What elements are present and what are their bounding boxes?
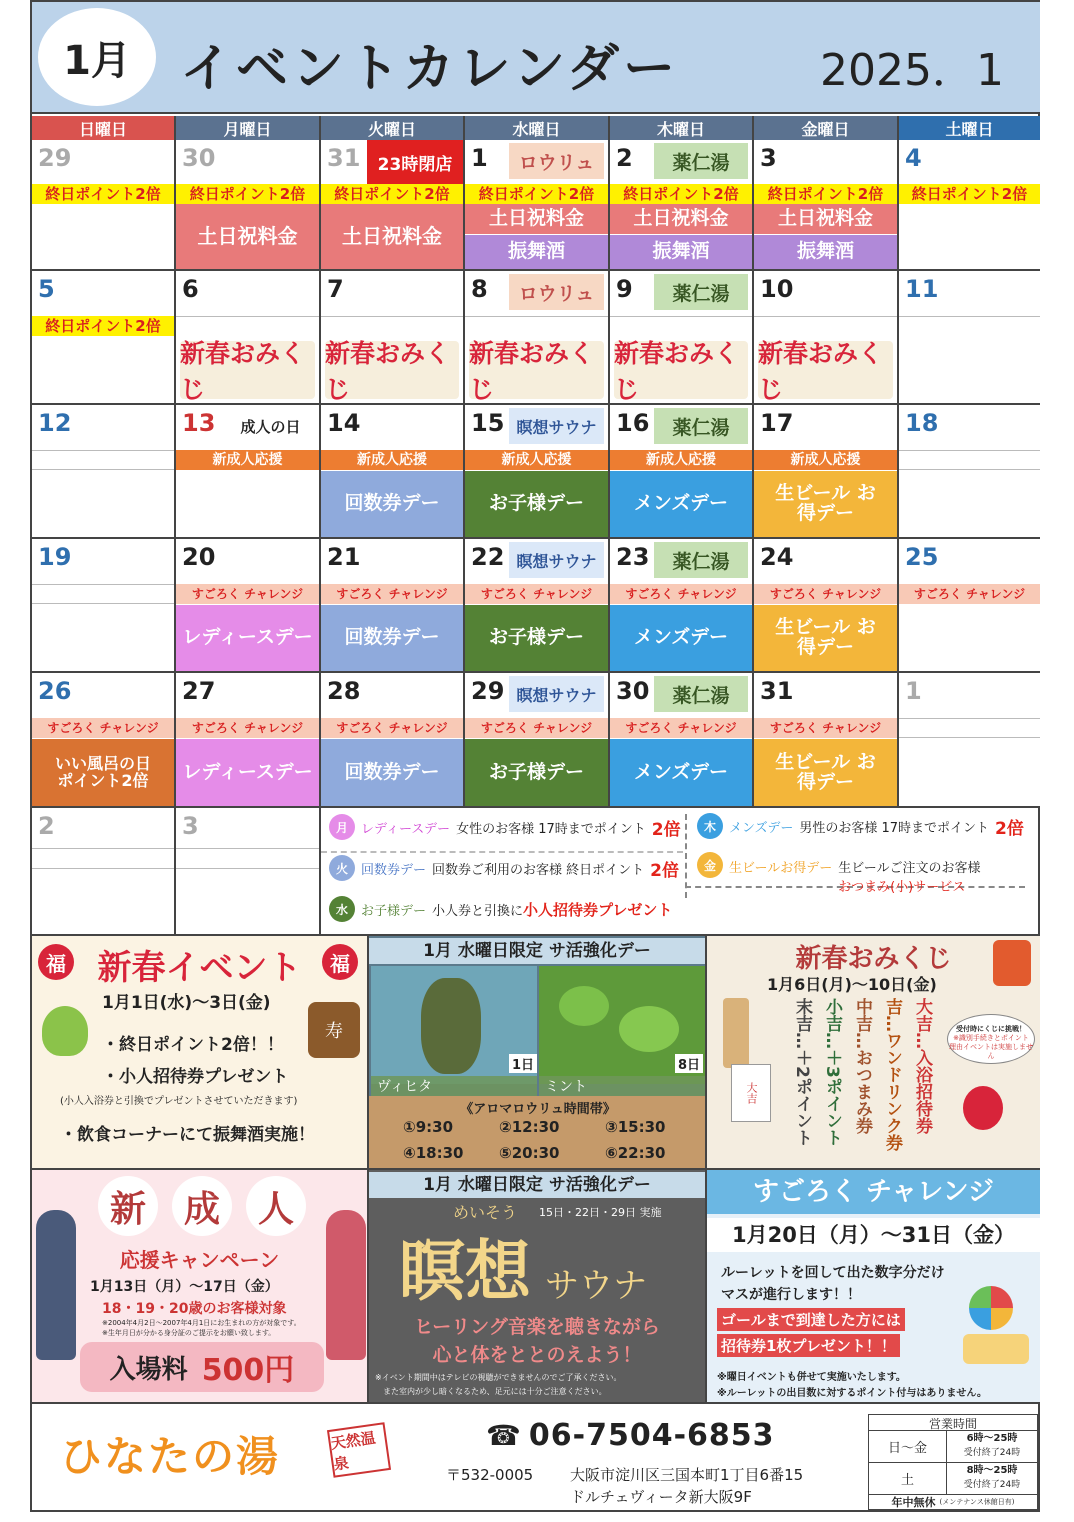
legend-wed-gift: 小人招待券プレゼント	[523, 900, 673, 919]
day-number: 26	[38, 677, 72, 705]
shinshun-line3: ・飲食コーナーにて振舞酒実施！	[60, 1125, 315, 1145]
furumai-band: 振舞酒	[610, 235, 752, 269]
price-label: 入場料	[109, 1354, 188, 1385]
kaisu-band: 回数券デー	[321, 739, 463, 806]
kids-playing-icon	[963, 1334, 1029, 1364]
day-number: 8	[471, 275, 488, 303]
legend-fri-dot: 金	[697, 852, 723, 878]
vihta-day: 1日	[509, 1054, 537, 1073]
aroma-times	[369, 1096, 707, 1170]
day-cell	[32, 808, 176, 936]
day-cell	[32, 405, 176, 539]
sugoroku-strip: すごろく チャレンジ	[465, 718, 608, 738]
legend-thu-mult: 2倍	[995, 818, 1024, 839]
day-cell	[465, 271, 610, 405]
day-number: 30	[616, 677, 650, 705]
day-number: 31	[760, 677, 794, 705]
sugoroku-strip: すごろく チャレンジ	[32, 718, 174, 738]
hours-last-entry: 受付終了24時	[963, 1448, 1021, 1458]
ladies-band: レディースデー	[176, 739, 319, 806]
meiso-tag: 瞑想サウナ	[509, 542, 604, 578]
day-cell	[465, 673, 610, 808]
day-cell	[176, 808, 321, 936]
bubble-note2: 理由イベントは実施しません	[949, 1043, 1033, 1061]
sake-barrel-icon: 寿	[308, 1002, 360, 1058]
phone-number: 06-7504-6853	[528, 1418, 775, 1453]
closed-days: 年中無休	[891, 1496, 936, 1509]
close-23-tag: 23時閉店	[367, 140, 463, 184]
meiso-small: サウナ	[545, 1266, 647, 1306]
day-cell	[465, 539, 610, 673]
day-cell	[32, 673, 176, 808]
day-number: 29	[38, 144, 72, 172]
legend-tue	[329, 855, 679, 881]
speech-bubble	[947, 1014, 1035, 1064]
man-kimono-icon	[36, 1210, 76, 1360]
day-cell	[899, 271, 1040, 405]
shinshun-line1: ・終日ポイント2倍！！	[102, 1035, 284, 1055]
day-cell	[754, 405, 899, 539]
day-cell	[899, 539, 1040, 673]
day-number: 14	[327, 409, 361, 437]
seijin-small1: ※2004年4月2日～2007年4月1日にお生まれの方が対象です。	[102, 1319, 301, 1327]
promo-shinshun	[32, 936, 369, 1170]
meiso-line2: 心と体をととのえよう！	[432, 1344, 642, 1366]
legend	[321, 808, 1040, 936]
day-number: 22	[471, 543, 505, 571]
weekend-fee-band: 土日祝料金	[176, 204, 319, 269]
legend-thu-name: メンズデー	[729, 820, 794, 836]
day-cell	[754, 673, 899, 808]
beer-band: 生ビール お得デー	[754, 739, 897, 806]
seijin-strip: 新成人応援	[321, 450, 463, 470]
weekday-fri: 金曜日	[754, 116, 899, 140]
sugoroku-strip: すごろく チャレンジ	[321, 718, 463, 738]
snake-icon	[42, 1006, 88, 1056]
seijin-char2: 成	[172, 1176, 232, 1236]
seijin-date: 1月13日（月）～17日（金）	[90, 1279, 279, 1295]
day-number: 11	[905, 275, 939, 303]
seijin-target: 18・19・20歳のお客様対象	[102, 1301, 287, 1317]
legend-fri-name: 生ビールお得デー	[729, 861, 833, 876]
month-badge: 1月	[38, 8, 156, 106]
weekday-sat: 土曜日	[899, 116, 1040, 140]
weekday-mon: 月曜日	[176, 116, 321, 140]
day-number: 25	[905, 543, 939, 571]
day-number: 23	[616, 543, 650, 571]
fuku-icon: 福	[322, 944, 358, 980]
seijin-strip: 新成人応援	[465, 450, 608, 470]
legend-mon-dot: 月	[329, 814, 355, 840]
beer-band: 生ビール お得デー	[754, 605, 897, 671]
day-cell	[899, 673, 1040, 808]
aroma-time-3: ③15:30	[605, 1118, 666, 1136]
seijin-char3: 人	[246, 1176, 306, 1236]
day-number: 12	[38, 409, 72, 437]
day-number: 30	[182, 144, 216, 172]
omikuji-box-icon	[723, 998, 749, 1068]
page-title: イベントカレンダー	[180, 39, 680, 99]
beer-band: 生ビール お得デー	[754, 471, 897, 537]
prize-daikichi: 大吉…入浴招待券	[912, 998, 932, 1134]
shinshun-line2: ・小人招待券プレゼント	[102, 1067, 289, 1087]
mint-label: ミント	[539, 1076, 705, 1096]
day-cell	[754, 539, 899, 673]
meiso-days: 15日・22日・29日 実施	[539, 1206, 662, 1219]
day-cell	[899, 405, 1040, 539]
point-banner: 終日ポイント2倍	[899, 184, 1040, 204]
day-cell	[754, 271, 899, 405]
legend-thu	[697, 813, 1024, 839]
mens-band: メンズデー	[610, 605, 752, 671]
meiso-ruby: めいそう	[453, 1203, 518, 1222]
day-number: 15	[471, 409, 505, 437]
sugoroku-strip: すごろく チャレンジ	[754, 584, 897, 604]
hours-days: 土	[869, 1463, 947, 1494]
sugoroku-strip: すごろく チャレンジ	[321, 584, 463, 604]
calendar-sheet	[30, 0, 1040, 1512]
legend-mon-name: レディースデー	[361, 821, 451, 837]
day-number: 28	[327, 677, 361, 705]
day-cell	[176, 140, 321, 271]
yakujin-tag: 薬仁湯	[654, 542, 748, 578]
meiso-note1: ※イベント期間中はテレビの視聴ができませんのでご了承ください。	[375, 1373, 622, 1382]
promo-aroma	[369, 936, 707, 1170]
legend-fri	[697, 852, 980, 895]
point-banner: 終日ポイント2倍	[465, 184, 608, 204]
omikuji-label: 新春おみくじ	[325, 341, 459, 399]
shinshun-date: 1月1日(水)～3日(金)	[102, 993, 271, 1013]
day-cell	[321, 140, 465, 271]
aroma-time-2: ②12:30	[499, 1118, 560, 1136]
day-cell	[32, 271, 176, 405]
point-banner: 終日ポイント2倍	[32, 316, 174, 336]
day-cell	[754, 140, 899, 271]
legend-tue-name: 回数券デー	[361, 862, 427, 878]
day-number: 13	[182, 409, 216, 437]
weekend-fee-band: 土日祝料金	[610, 204, 752, 234]
legend-tue-mult: 2倍	[650, 860, 679, 881]
day-number: 21	[327, 543, 361, 571]
calendar-header	[32, 2, 1040, 114]
phone-block	[486, 1418, 775, 1453]
weekend-fee-band: 土日祝料金	[465, 204, 608, 234]
aroma-time-1: ①9:30	[403, 1118, 454, 1136]
day-number: 10	[760, 275, 794, 303]
day-number: 19	[38, 543, 72, 571]
vihta-label: ヴィヒタ	[371, 1076, 537, 1096]
day-number: 16	[616, 409, 650, 437]
sugoroku-strip: すごろく チャレンジ	[465, 584, 608, 604]
seijin-strip: 新成人応援	[610, 450, 752, 470]
seijin-small2: ※生年月日が分かる身分証のご提示をお願い致します。	[102, 1329, 276, 1337]
day-cell	[176, 539, 321, 673]
closed-maintenance: (メンテナンス休館日有)	[939, 1498, 1015, 1506]
day-cell	[465, 405, 610, 539]
meiso-note2: また室内が少し暗くなるため、足元には十分ご注意ください。	[383, 1387, 607, 1396]
sugoroku-strip: すごろく チャレンジ	[176, 584, 319, 604]
prize-suekichi: 末吉…＋2ポイント	[792, 998, 812, 1146]
legend-mon-mult: 2倍	[651, 819, 681, 840]
closed-note	[869, 1495, 1037, 1509]
legend-wed-name: お子様デー	[361, 903, 427, 919]
legend-mon-desc: 女性のお客様 17時までポイント	[456, 821, 646, 837]
day-cell	[610, 673, 754, 808]
weekend-fee-band: 土日祝料金	[754, 204, 897, 234]
bubble-text: 受付時にくじに挑戦！	[956, 1025, 1026, 1033]
legend-fri-desc: 生ビールご注文のお客様	[838, 861, 981, 876]
promo-meiso	[369, 1170, 707, 1404]
omikuji-label: 新春おみくじ	[614, 341, 748, 399]
seijin-char1: 新	[98, 1176, 158, 1236]
kaisu-band: 回数券デー	[321, 471, 463, 537]
aroma-title: 1月 水曜日限定 サ活強化デー	[369, 938, 705, 964]
day-cell	[321, 539, 465, 673]
iifuro-band: いい風呂の日 ポイント2倍	[32, 739, 174, 806]
hours-days: 日～金	[869, 1431, 947, 1462]
fortune-slip: 大吉	[731, 1064, 771, 1122]
kaisu-band: 回数券デー	[321, 605, 463, 671]
sugoroku-note2: ※ルーレットの出目数に対するポイント付与はありません。	[717, 1388, 988, 1399]
footer	[32, 1404, 1040, 1512]
sugoroku-strip: すごろく チャレンジ	[899, 584, 1040, 604]
weekend-fee-band: 土日祝料金	[321, 204, 463, 269]
day-number: 29	[471, 677, 505, 705]
roulette-icon	[969, 1286, 1013, 1330]
roryu-tag: ロウリュ	[509, 274, 604, 310]
day-cell	[610, 405, 754, 539]
prize-chukichi: 中吉…おつまみ券	[852, 998, 872, 1134]
weekday-sun: 日曜日	[32, 116, 176, 140]
mens-band: メンズデー	[610, 471, 752, 537]
seijin-strip: 新成人応援	[754, 450, 897, 470]
day-number: 5	[38, 275, 55, 303]
weekday-tue: 火曜日	[321, 116, 465, 140]
meiso-line1: ヒーリング音楽を聴きながら	[414, 1316, 660, 1338]
aroma-time-4: ④18:30	[403, 1144, 464, 1162]
postal-code: 〒532-0005	[446, 1466, 534, 1484]
shinshun-title: 新春イベント	[97, 948, 302, 988]
kids-band: お子様デー	[465, 739, 608, 806]
day-number: 3	[760, 144, 777, 172]
omikuji-title: 新春おみくじ	[795, 944, 952, 974]
day-cell	[176, 673, 321, 808]
meiso-tag: 瞑想サウナ	[509, 676, 604, 712]
meiso-title: 1月 水曜日限定 サ活強化デー	[369, 1172, 705, 1198]
address-building: ドルチェヴィータ新大阪9F	[570, 1488, 752, 1506]
day-cell	[32, 140, 176, 271]
day-cell	[465, 140, 610, 271]
weekday-thu: 木曜日	[610, 116, 754, 140]
logo: ひなたの湯	[60, 1432, 281, 1481]
sugoroku-title: すごろく チャレンジ	[707, 1170, 1040, 1214]
day-cell	[899, 140, 1040, 271]
day-number: 9	[616, 275, 633, 303]
omikuji-label: 新春おみくじ	[180, 341, 315, 399]
aroma-time-6: ⑥22:30	[605, 1144, 666, 1162]
seijin-day-tag: 成人の日	[240, 417, 301, 436]
day-cell	[176, 271, 321, 405]
day-cell	[321, 271, 465, 405]
hours-row	[869, 1431, 1037, 1463]
yakujin-tag: 薬仁湯	[654, 143, 748, 179]
promo-seijin	[32, 1170, 369, 1404]
legend-wed-dot: 水	[329, 896, 355, 922]
sugoroku-date: 1月20日（月）～31日（金）	[707, 1218, 1040, 1252]
shinshun-note: (小人入浴券と引換でプレゼントさせていただきます)	[60, 1096, 298, 1107]
hours-last-entry: 受付終了24時	[963, 1480, 1021, 1490]
legend-mon	[329, 814, 681, 840]
legend-wed-desc: 小人券と引換に	[432, 903, 524, 919]
sugoroku-line2: マスが進行します！！	[721, 1287, 861, 1303]
legend-fri-desc2: おつまみ(小)サービス	[838, 880, 966, 895]
day-number: 2	[616, 144, 633, 172]
day-number: 27	[182, 677, 216, 705]
day-number: 20	[182, 543, 216, 571]
ladies-band: レディースデー	[176, 605, 319, 671]
legend-tue-dot: 火	[329, 855, 355, 881]
omikuji-prizes	[787, 998, 937, 1164]
prize-kichi: 吉…ワンドリンク券	[882, 998, 902, 1151]
promo-omikuji	[707, 936, 1040, 1170]
day-number: 2	[38, 812, 55, 840]
omikuji-label: 新春おみくじ	[469, 341, 604, 399]
kids-band: お子様デー	[465, 605, 608, 671]
roryu-tag: ロウリュ	[509, 143, 604, 179]
day-number: 1	[471, 144, 488, 172]
mint-day: 8日	[675, 1054, 703, 1073]
yakujin-tag: 薬仁湯	[654, 408, 748, 444]
sugoroku-line1: ルーレットを回して出た数字分だけ	[721, 1265, 945, 1281]
day-number: 6	[182, 275, 199, 303]
yakujin-tag: 薬仁湯	[654, 676, 748, 712]
phone-icon: ☎	[486, 1419, 521, 1452]
sugoroku-line4: 招待券1枚プレゼント！！	[717, 1334, 900, 1357]
day-cell	[32, 539, 176, 673]
sugoroku-strip: すごろく チャレンジ	[754, 718, 897, 738]
sugoroku-line3: ゴールまで到達した方には	[717, 1308, 905, 1331]
day-cell	[321, 673, 465, 808]
weekday-wed: 水曜日	[465, 116, 610, 140]
hours-time: 8時～25時	[966, 1465, 1018, 1476]
day-number: 1	[905, 677, 922, 705]
legend-tue-desc: 回数券ご利用のお客様 終日ポイント	[432, 862, 645, 878]
legend-thu-dot: 木	[697, 813, 723, 839]
legend-wed	[329, 896, 672, 922]
furumai-band: 振舞酒	[754, 235, 897, 269]
day-number: 4	[905, 144, 922, 172]
fuku-icon: 福	[38, 944, 74, 980]
sugoroku-strip: すごろく チャレンジ	[610, 718, 752, 738]
year-month: 2025．1	[820, 45, 1004, 96]
prize-shokichi: 小吉…＋3ポイント	[822, 998, 842, 1146]
seijin-sub: 応援キャンペーン	[119, 1248, 280, 1272]
omikuji-label: 新春おみくじ	[758, 341, 893, 399]
day-cell	[321, 405, 465, 539]
hours-time: 6時～25時	[966, 1433, 1018, 1444]
day-cell	[610, 271, 754, 405]
point-banner: 終日ポイント2倍	[321, 184, 463, 204]
day-number: 3	[182, 812, 199, 840]
legend-thu-desc: 男性のお客様 17時までポイント	[799, 820, 990, 836]
aroma-times-title: 《アロマロウリュ時間帯》	[460, 1102, 616, 1117]
seijin-price-box	[80, 1342, 324, 1392]
day-number: 17	[760, 409, 794, 437]
point-banner: 終日ポイント2倍	[32, 184, 174, 204]
day-number: 24	[760, 543, 794, 571]
meiso-tag: 瞑想サウナ	[509, 408, 604, 444]
bubble-note: ※識別手続きとポイント	[953, 1034, 1029, 1043]
daruma-icon	[963, 1086, 1003, 1130]
meiso-big: 瞑想	[399, 1232, 531, 1310]
hours-title: 営業時間	[869, 1415, 1037, 1431]
day-cell	[176, 405, 321, 539]
kids-band: お子様デー	[465, 471, 608, 537]
furumai-band: 振舞酒	[465, 235, 608, 269]
mens-band: メンズデー	[610, 739, 752, 806]
day-cell	[610, 539, 754, 673]
sugoroku-note1: ※曜日イベントも併せて実施いたします。	[717, 1372, 906, 1383]
point-banner: 終日ポイント2倍	[754, 184, 897, 204]
yakujin-tag: 薬仁湯	[654, 274, 748, 310]
kite-icon	[993, 940, 1031, 986]
day-number: 7	[327, 275, 344, 303]
sugoroku-strip: すごろく チャレンジ	[610, 584, 752, 604]
price-value: 500円	[201, 1353, 295, 1388]
onsen-seal: 天然温泉	[327, 1422, 391, 1478]
day-number: 18	[905, 409, 939, 437]
hours-table	[868, 1414, 1038, 1510]
hours-row	[869, 1463, 1037, 1495]
omikuji-date: 1月6日(月)～10日(金)	[767, 975, 937, 994]
point-banner: 終日ポイント2倍	[610, 184, 752, 204]
woman-kimono-icon	[326, 1210, 366, 1360]
day-number: 31	[327, 144, 361, 172]
seijin-strip: 新成人応援	[176, 450, 319, 470]
address: 大阪市淀川区三国本町1丁目6番15	[570, 1466, 804, 1484]
point-banner: 終日ポイント2倍	[176, 184, 319, 204]
aroma-time-5: ⑤20:30	[499, 1144, 560, 1162]
sugoroku-strip: すごろく チャレンジ	[176, 718, 319, 738]
day-cell	[610, 140, 754, 271]
promo-sugoroku	[707, 1170, 1040, 1404]
